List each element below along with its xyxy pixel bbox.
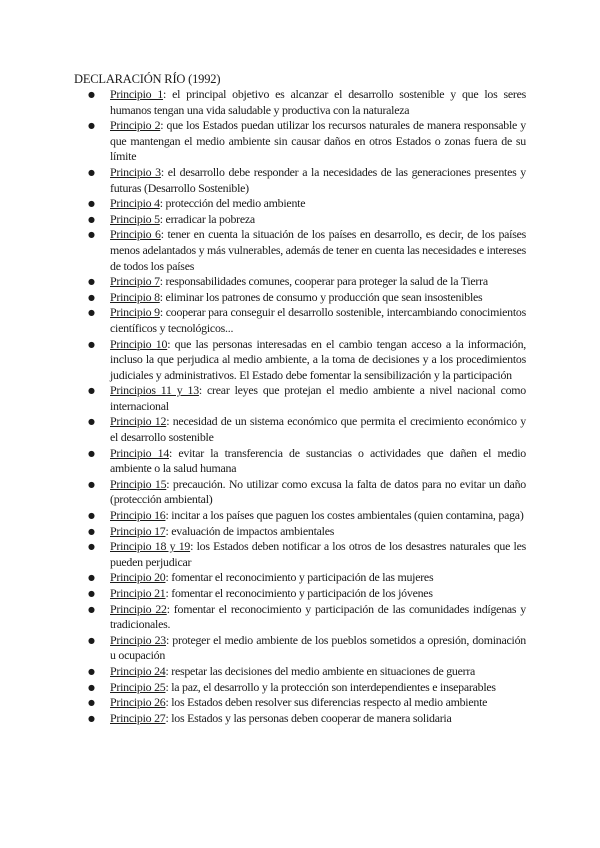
list-item (88, 570, 526, 586)
list-item (88, 290, 526, 306)
principle-text: : evitar la transferencia de sustancias o actividades que dañen el medio ambiente o la salud humana (110, 445, 526, 476)
principle-text: : los Estados deben notificar a los otros de los desastres naturales que les pueden perjudicar (110, 539, 526, 569)
principle-label: Principios 11 y 13 (110, 383, 199, 398)
principle-text: : precaución. No utilizar como excusa la falta de datos para no evitar un daño (protección ambiental) (110, 476, 526, 507)
principle-text: : cooperar para conseguir el desarrollo sostenible, intercambiando conocimientos científicos y tecnológicos... (110, 305, 526, 335)
list-item (88, 586, 526, 602)
principle-label: Principio 8 (110, 289, 160, 304)
list-item (88, 508, 526, 524)
principle-label: Principio 26 (110, 695, 166, 710)
list-item (88, 212, 526, 228)
list-item (88, 711, 526, 727)
principle-text: : incitar a los países que paguen los costes ambientales (quien contamina, paga) (165, 508, 524, 523)
list-item (88, 227, 526, 274)
list-item (88, 414, 526, 445)
principle-text: : los Estados deben resolver sus diferencias respecto al medio ambiente (165, 695, 488, 710)
principle-text: : crear leyes que protejan el medio ambiente a nivel nacional como internacional (110, 383, 526, 413)
principle-text: : fomentar el reconocimiento y participación de las comunidades indígenas y tradicionales. (110, 601, 526, 632)
principle-label: Principio 4 (110, 196, 160, 211)
list-item (88, 664, 526, 680)
principle-text: : que los Estados puedan utilizar los recursos naturales de manera responsable y que mantengan el medio ambiente sin causar daños en otros Estados o zonas fuera de su límite (110, 118, 526, 164)
list-item (88, 695, 526, 711)
principle-label: Principio 15 (110, 476, 167, 491)
principle-text: : el principal objetivo es alcanzar el desarrollo sostenible y que los seres humanos tengan una vida saludable y productiva con la naturaleza (110, 87, 527, 117)
principle-label: Principio 17 (110, 523, 166, 538)
list-item (88, 477, 526, 508)
principle-text: : fomentar el reconocimiento y participación de los jóvenes (165, 586, 433, 600)
list-item (88, 602, 526, 633)
principle-label: Principio 12 (110, 414, 167, 429)
principle-label: Principio 14 (110, 445, 170, 460)
principle-text: : respetar las decisiones del medio ambiente en situaciones de guerra (165, 663, 476, 678)
document-title: DECLARACIÓN RÍO (1992) (74, 72, 221, 86)
principle-label: Principio 5 (110, 211, 160, 226)
list-item (88, 196, 526, 212)
principle-text: : evaluación de impactos ambientales (165, 523, 335, 538)
principle-label: Principio 24 (110, 663, 166, 678)
principles-list (88, 87, 526, 726)
list-item (88, 524, 526, 540)
principle-label: Principio 20 (110, 570, 166, 585)
principle-text: : necesidad de un sistema económico que permita el crecimiento económico y el desarrollo sostenible (110, 414, 526, 445)
list-item (88, 87, 526, 118)
principle-label: Principio 23 (110, 632, 166, 647)
principle-label: Principio 7 (110, 274, 160, 289)
list-item (88, 337, 526, 384)
principle-label: Principio 1 (110, 87, 164, 101)
list-item (88, 446, 526, 477)
principle-label: Principio 21 (110, 586, 166, 600)
principle-label: Principio 6 (110, 227, 161, 242)
principle-label: Principio 25 (110, 679, 166, 694)
principle-text: : fomentar el reconocimiento y participación de las mujeres (165, 570, 434, 585)
principle-text: : responsabilidades comunes, cooperar para proteger la salud de la Tierra (159, 274, 488, 289)
list-item (88, 305, 526, 336)
list-item (88, 274, 526, 290)
principle-label: Principio 16 (110, 508, 166, 523)
principle-text: : los Estados y las personas deben cooperar de manera solidaria (165, 710, 452, 725)
principle-text: : eliminar los patrones de consumo y producción que sean insostenibles (159, 289, 483, 304)
list-item (88, 165, 526, 196)
list-item (88, 383, 526, 414)
list-item (88, 633, 526, 664)
list-item (88, 680, 526, 696)
principle-label: Principio 18 y 19 (110, 539, 191, 554)
principle-label: Principio 22 (110, 601, 167, 616)
principle-label: Principio 3 (110, 164, 161, 179)
principle-label: Principio 9 (110, 305, 160, 320)
principle-text: : el desarrollo debe responder a la necesidades de las generaciones presentes y futuras (Desarrollo Sostenible) (110, 164, 526, 195)
principle-label: Principio 27 (110, 710, 166, 725)
principle-label: Principio 2 (110, 118, 161, 133)
principle-text: : tener en cuenta la situación de los países en desarrollo, es decir, de los países menos adelantados y más vulnerables, además de tener en cuenta las necesidades e intereses de todos los países (110, 227, 527, 273)
principle-text: : protección del medio ambiente (159, 196, 306, 211)
principle-label: Principio 10 (110, 336, 168, 351)
principle-text: : proteger el medio ambiente de los pueblos sometidos a opresión, dominación u ocupación (110, 632, 526, 663)
principle-text: : erradicar la pobreza (159, 211, 255, 226)
principle-text: : la paz, el desarrollo y la protección son interdependientes e inseparables (165, 679, 496, 694)
list-item (88, 539, 526, 570)
list-item (88, 118, 526, 165)
principle-text: : que las personas interesadas en el cambio tengan acceso a la información, incluso la que perjudica al medio ambiente, a la toma de decisiones y a los procedimientos judiciales y administrativos. El Estado debe fomentar la sensibilización y la participación (110, 336, 526, 382)
